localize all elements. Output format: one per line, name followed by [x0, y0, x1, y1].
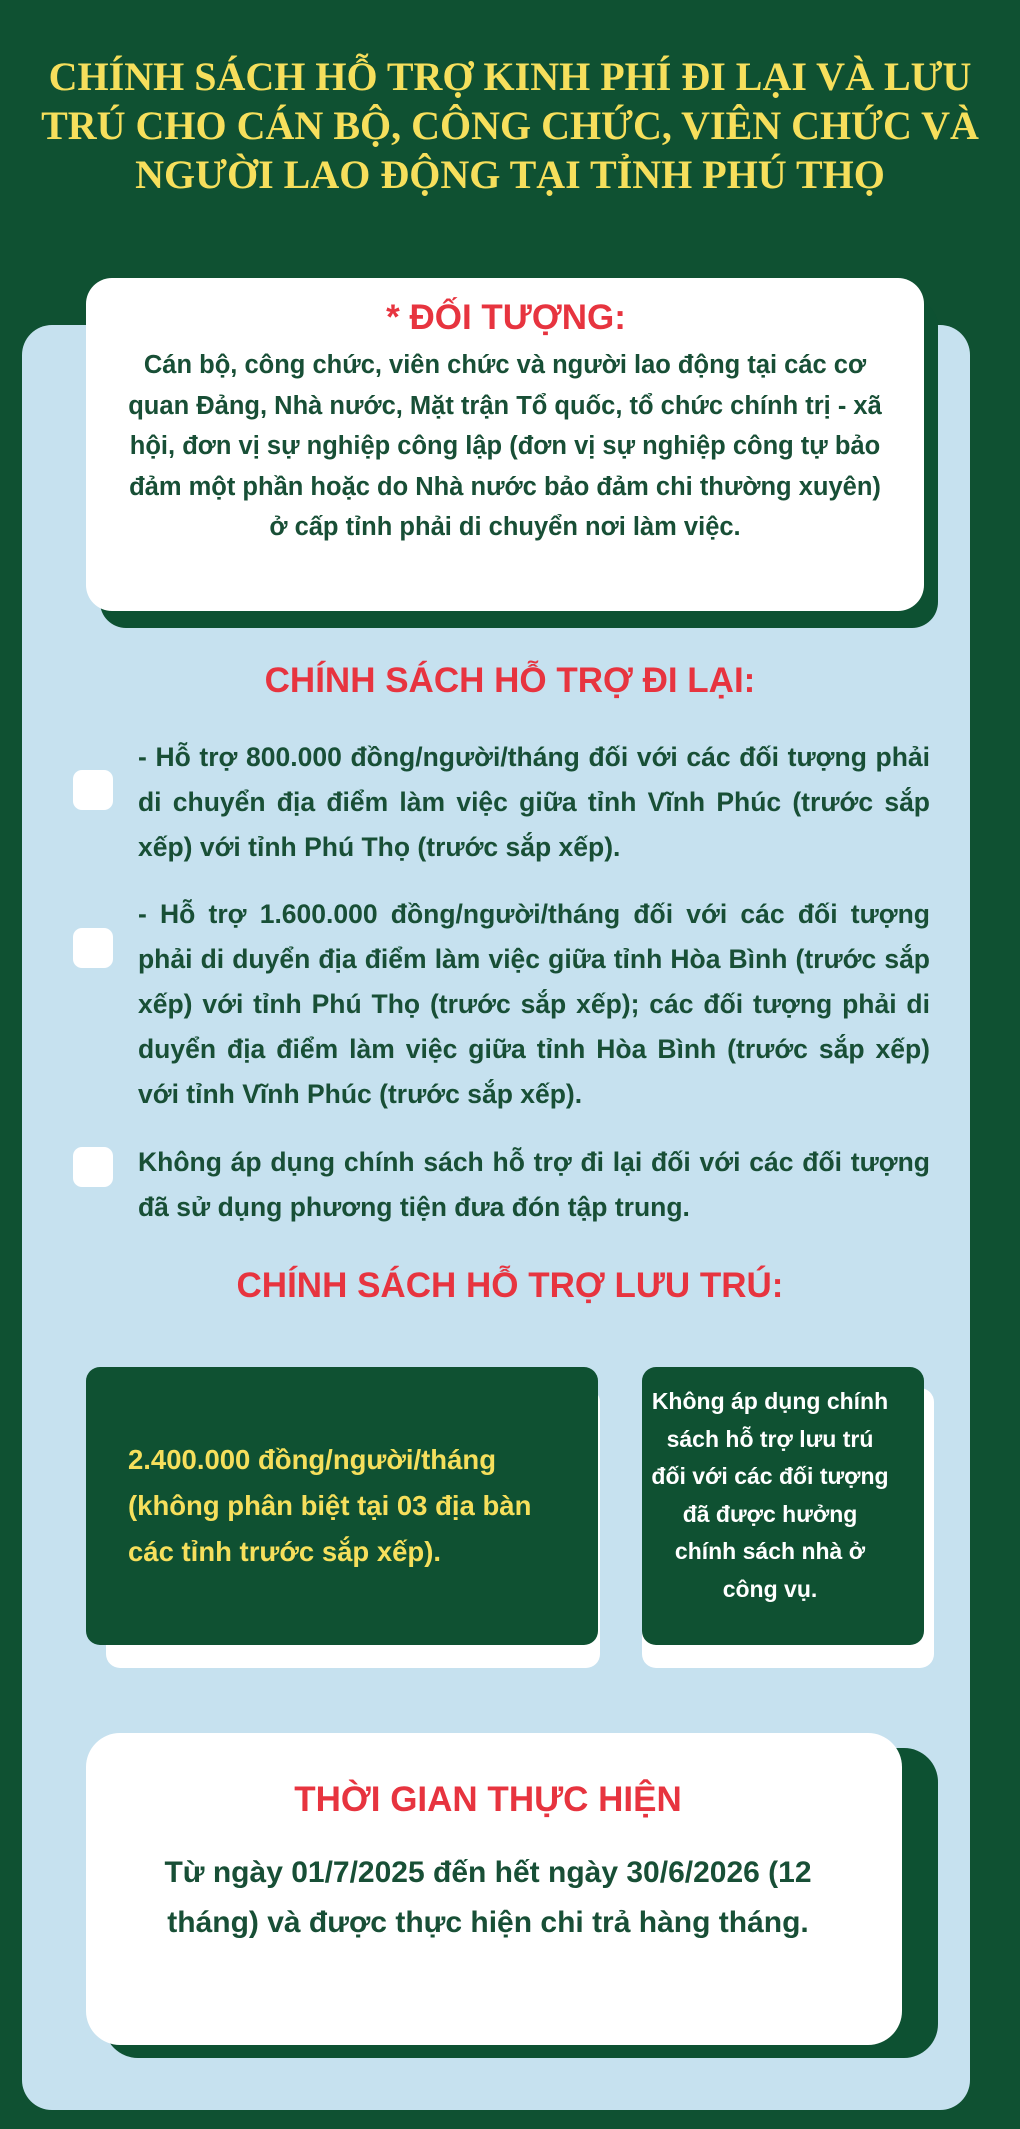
- thoi-gian-heading: THỜI GIAN THỰC HIỆN: [294, 1780, 682, 1819]
- di-lai-checkbox-1[interactable]: [73, 770, 113, 810]
- di-lai-checkbox-2[interactable]: [73, 928, 113, 968]
- luu-tru-amount-text: 2.400.000 đồng/người/tháng (không phân biệt tại 03 địa bàn các tỉnh trước sắp xếp).: [128, 1444, 532, 1567]
- luu-tru-exception-text: Không áp dụng chính sách hỗ trợ lưu trú đối với các đối tượng đã được hưởng chính sách nhà ở công vụ.: [651, 1388, 889, 1602]
- di-lai-item-3: Không áp dụng chính sách hỗ trợ đi lại đối với các đối tượng đã sử dụng phương tiện đưa đón tập trung.: [138, 1147, 930, 1222]
- doi-tuong-heading: * ĐỐI TƯỢNG:: [386, 298, 626, 337]
- page-title: CHÍNH SÁCH HỖ TRỢ KINH PHÍ ĐI LẠI VÀ LƯU TRÚ CHO CÁN BỘ, CÔNG CHỨC, VIÊN CHỨC VÀ NGƯỜI LAO ĐỘNG TẠI TỈNH PHÚ THỌ: [41, 54, 979, 197]
- doi-tuong-text: Cán bộ, công chức, viên chức và người lao động tại các cơ quan Đảng, Nhà nước, Mặt trận Tổ quốc, tổ chức chính trị - xã hội, đơn vị sự nghiệp công lập (đơn vị sự nghiệp công tự bảo đảm một phần hoặc do Nhà nước bảo đảm chi thường xuyên) ở cấp tỉnh phải di chuyển nơi làm việc.: [128, 351, 882, 541]
- thoi-gian-text: Từ ngày 01/7/2025 đến hết ngày 30/6/2026 (12 tháng) và được thực hiện chi trả hàng tháng.: [164, 1856, 812, 1939]
- di-lai-item-2: - Hỗ trợ 1.600.000 đồng/người/tháng đối với các đối tượng phải di duyển địa điểm làm việc giữa tỉnh Hòa Bình (trước sắp xếp) với tỉnh Phú Thọ (trước sắp xếp); các đối tượng phải di duyển địa điểm làm việc giữa tỉnh Hòa Bình (trước sắp xếp) với tỉnh Vĩnh Phúc (trước sắp xếp).: [138, 899, 930, 1109]
- luu-tru-heading: CHÍNH SÁCH HỖ TRỢ LƯU TRÚ:: [236, 1266, 784, 1305]
- di-lai-item-1: - Hỗ trợ 800.000 đồng/người/tháng đối với các đối tượng phải di chuyển địa điểm làm việc giữa tỉnh Vĩnh Phúc (trước sắp xếp) với tỉnh Phú Thọ (trước sắp xếp).: [138, 742, 930, 862]
- di-lai-heading: CHÍNH SÁCH HỖ TRỢ ĐI LẠI:: [264, 661, 756, 700]
- di-lai-checkbox-3[interactable]: [73, 1147, 113, 1187]
